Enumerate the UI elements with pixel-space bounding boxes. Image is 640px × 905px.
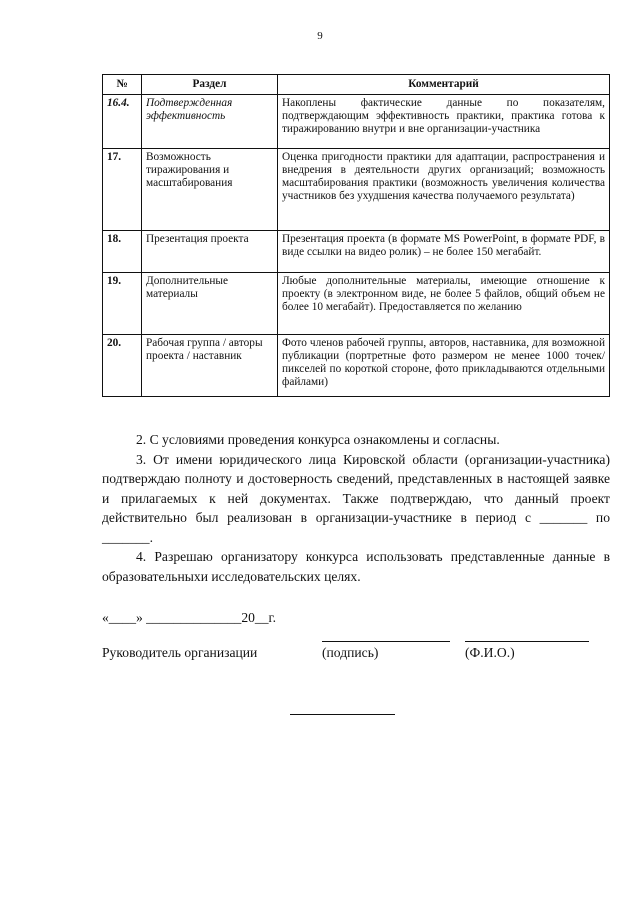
signature-line <box>322 641 450 642</box>
header-section: Раздел <box>142 75 278 95</box>
table-row <box>103 335 610 397</box>
table-row <box>103 149 610 231</box>
row-section: Рабочая группа / авторы проекта / наставник <box>142 335 278 397</box>
row-comment: Любые дополнительные материалы, имеющие отношение к проекту (в электронном виде, не более 5 файлов, общий объем не более 10 мегабайт). Предоставляется по желанию <box>278 273 610 335</box>
name-caption: (Ф.И.О.) <box>465 645 515 660</box>
page-number: 9 <box>317 30 323 42</box>
row-section: Презентация проекта <box>142 231 278 273</box>
row-comment: Фото членов рабочей группы, авторов, наставника, для возможной публикации (портретные фото размером не менее 1000 точек/пикселей по короткой стороне, фото прикладываются отдельными файлами) <box>278 335 610 397</box>
paragraph-2: 2. С условиями проведения конкурса ознакомлены и согласны. <box>136 432 500 447</box>
consent-block <box>102 430 610 586</box>
row-comment: Презентация проекта (в формате MS PowerPoint, в формате PDF, в виде ссылки на видео ролик) – не более 150 мегабайт. <box>278 231 610 273</box>
row-num: 16.4. <box>103 95 142 149</box>
header-num: № <box>103 75 142 95</box>
row-num: 18. <box>103 231 142 273</box>
row-section: Возможность тиражирования и масштабирования <box>142 149 278 231</box>
name-line <box>465 641 589 642</box>
row-num: 17. <box>103 149 142 231</box>
date-line: «____» ______________20__г. <box>102 610 276 625</box>
table-header-row <box>103 75 610 95</box>
end-divider <box>290 714 395 715</box>
row-num: 20. <box>103 335 142 397</box>
signature-caption: (подпись) <box>322 645 379 660</box>
director-label: Руководитель организации <box>102 645 258 660</box>
table-row <box>103 273 610 335</box>
application-table <box>102 74 610 397</box>
row-comment: Оценка пригодности практики для адаптации, распространения и внедрения в деятельности других организаций; возможность масштабирования практики (возможность увеличения количества участников без ухудшения качества получаемого результата) <box>278 149 610 231</box>
paragraph-4: 4. Разрешаю организатору конкурса использовать представленные данные в образовательныхи исследовательских целях. <box>102 549 610 584</box>
row-section: Подтвержденная эффективность <box>142 95 278 149</box>
table-row <box>103 231 610 273</box>
header-comment: Комментарий <box>278 75 610 95</box>
table-row <box>103 95 610 149</box>
row-section: Дополнительные материалы <box>142 273 278 335</box>
row-num: 19. <box>103 273 142 335</box>
row-comment: Накоплены фактические данные по показателям, подтверждающим эффективность практики, практика готова к тиражированию внутри и вне организации-участника <box>278 95 610 149</box>
paragraph-3: 3. От имени юридического лица Кировской области (организации-участника) подтверждаю полноту и достоверность сведений, представленных в настоящей заявке и прилагаемых к ней документах. Также подтверждаю, что данный проект действительно был реализован в организации-участнике в период с _______ по _______. <box>102 451 610 545</box>
